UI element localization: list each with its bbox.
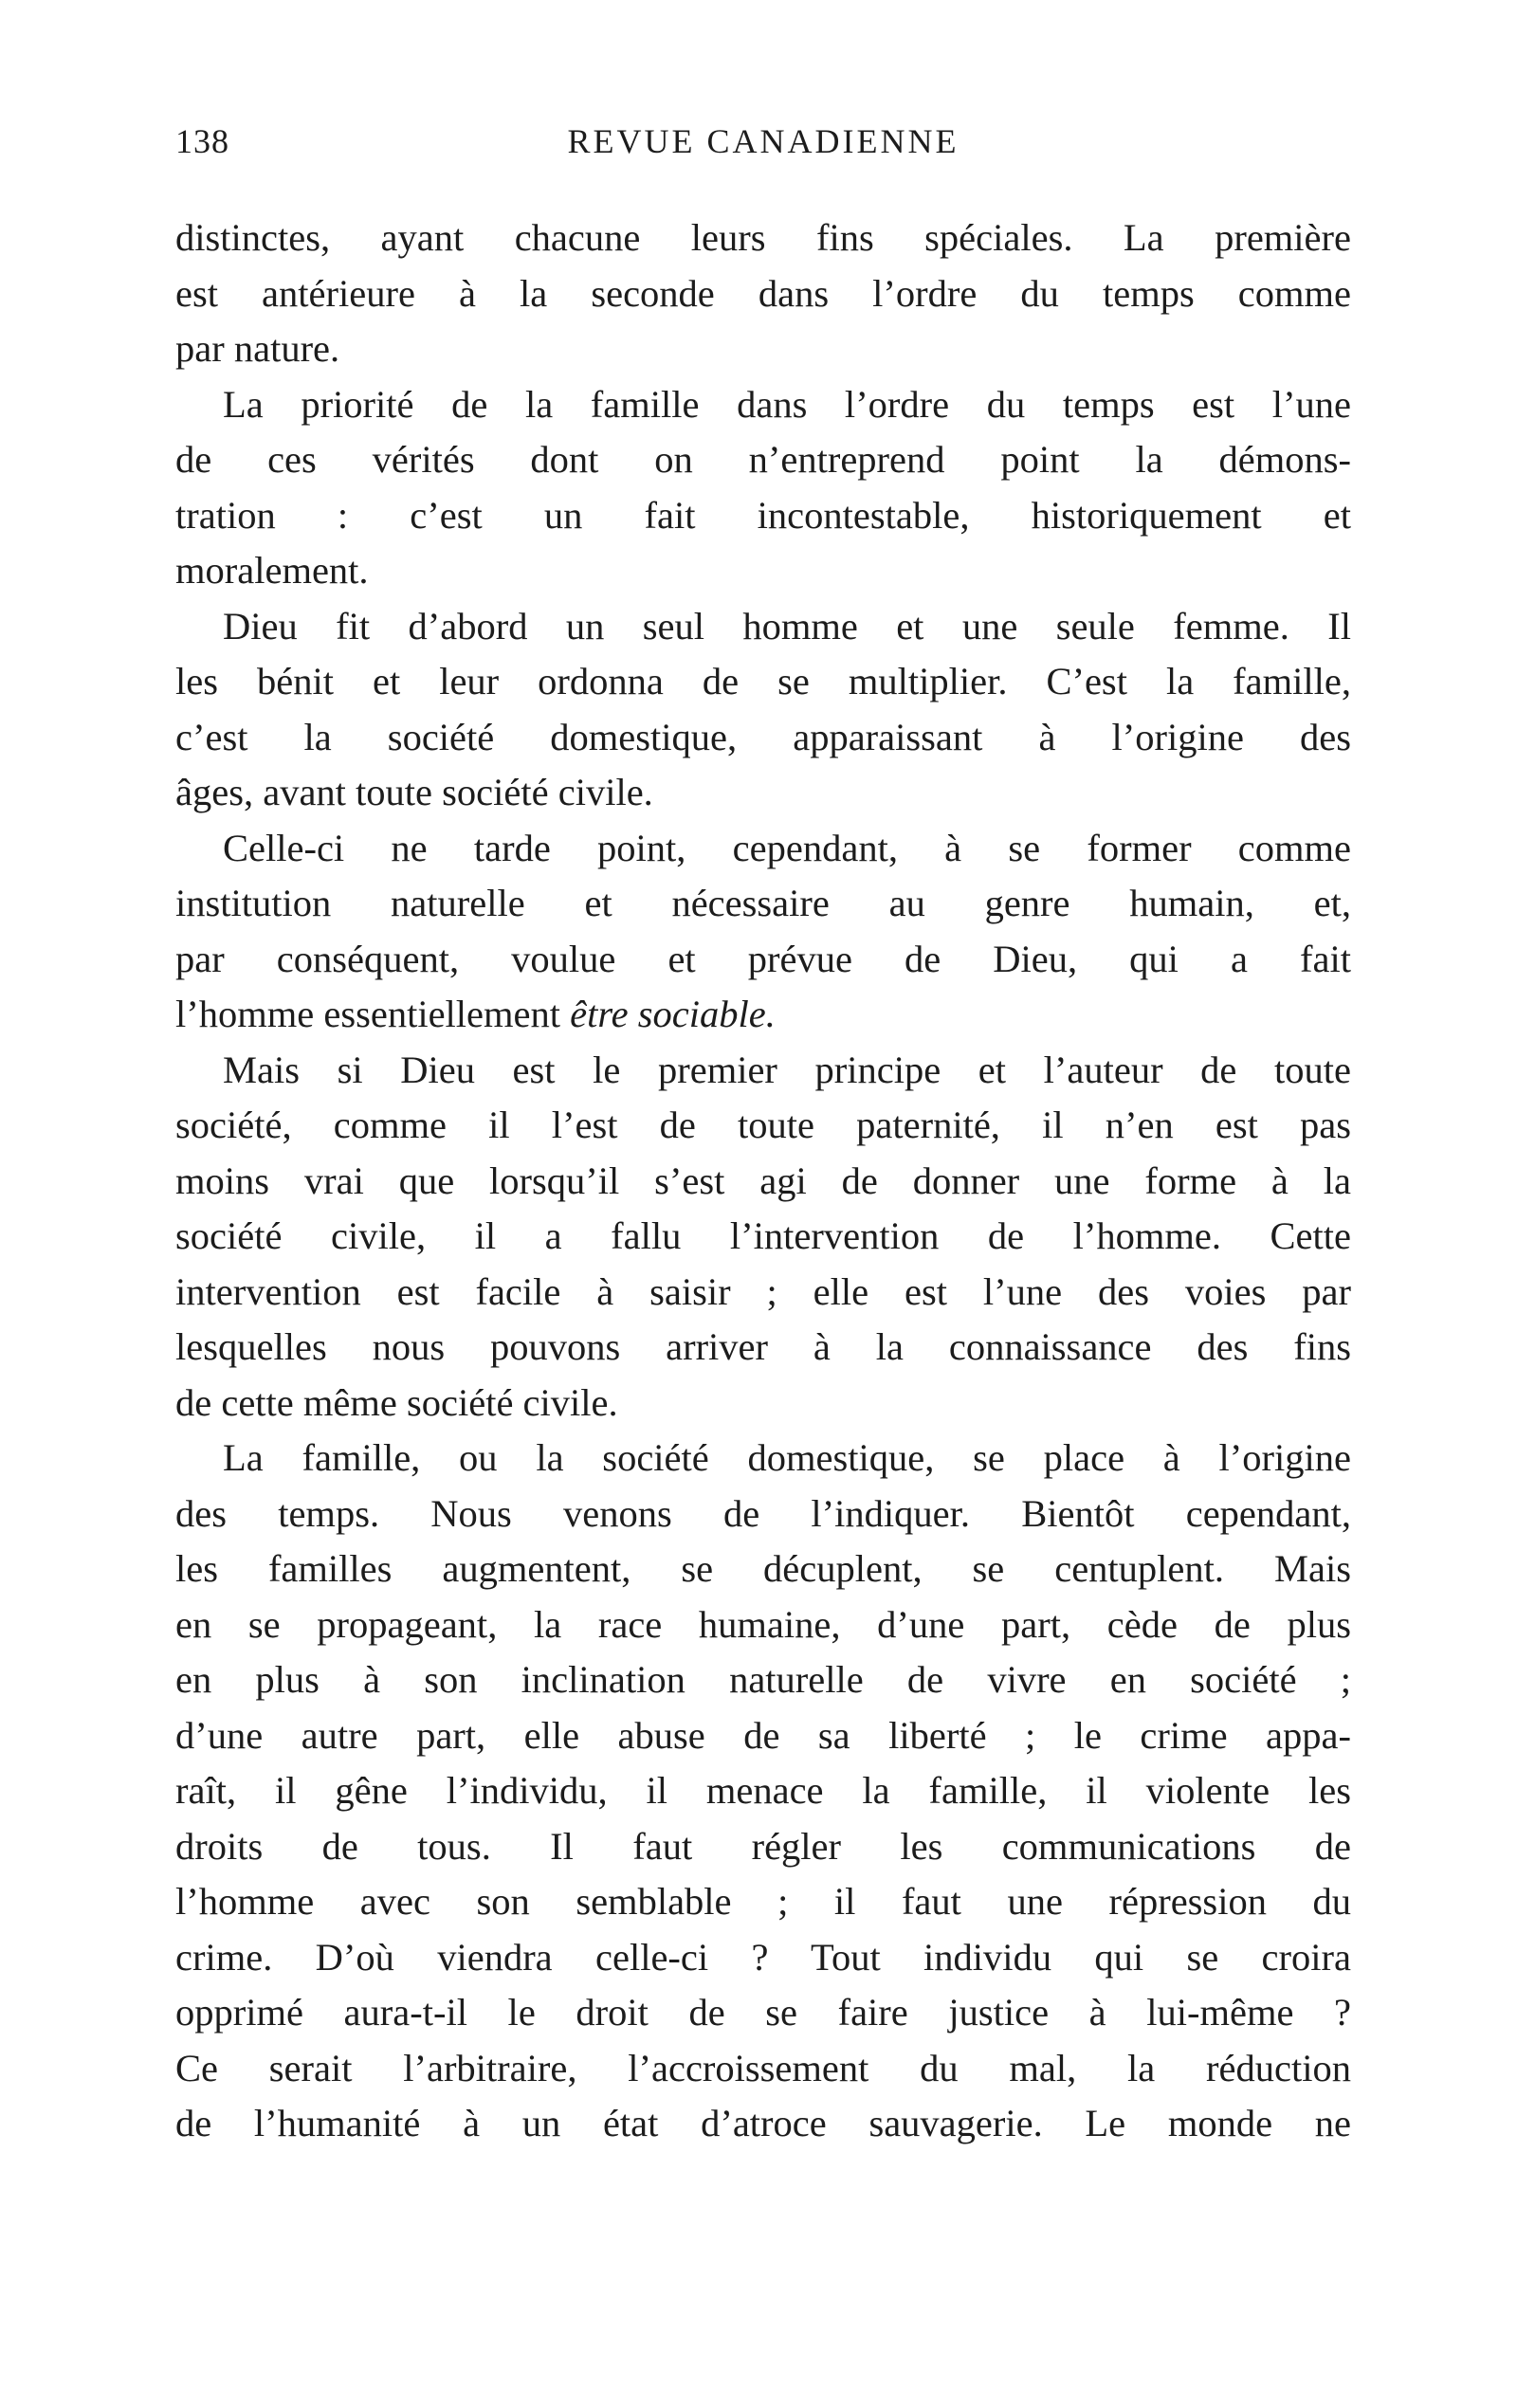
text-line: Dieu fit d’abord un seul homme et une seule femme. Il [223,604,1351,648]
text-line: Ce serait l’arbitraire, l’accroissement du mal, la réduction [175,2046,1351,2089]
text-line: est antérieure à la seconde dans l’ordre du temps comme [175,271,1351,315]
text-line: des temps. Nous venons de l’indiquer. Bientôt cependant, [175,1491,1351,1535]
text-line: âges, avant toute société civile. [175,771,653,813]
text-line: les familles augmentent, se décuplent, se centuplent. Mais [175,1547,1351,1590]
text-line: société, comme il l’est de toute paternité, il n’en est pas [175,1104,1351,1146]
text-line: d’une autre part, elle abuse de sa liberté ; le crime appa- [175,1713,1351,1757]
text-line: de l’humanité à un état d’atroce sauvagerie. Le monde ne [175,2102,1351,2144]
text-run: l’homme essentiellement [175,993,561,1035]
text-line: tration : c’est un fait incontestable, historiquement et [175,493,1351,537]
text-line: Mais si Dieu est le premier principe et l’auteur de toute [223,1048,1351,1091]
text-line: c’est la société domestique, apparaissant à l’origine des [175,715,1351,758]
text-line: moins vrai que lorsqu’il s’est agi de donner une forme à la [175,1158,1351,1202]
text-line: société civile, il a fallu l’intervention de l’homme. Cette [175,1214,1351,1257]
body-text [175,210,1351,2152]
page-number: 138 [175,122,229,160]
text-line: droits de tous. Il faut régler les communications de [175,1824,1351,1868]
text-line: l’homme avec son semblable ; il faut une répression du [175,1880,1351,1923]
book-page [175,121,1351,2152]
text-line: raît, il gêne l’individu, il menace la famille, il violente les [175,1769,1351,1812]
text-line: par conséquent, voulue et prévue de Dieu, qui a fait [175,937,1351,980]
text-line: les bénit et leur ordonna de se multiplier. C’est la famille, [175,660,1351,702]
text-line: La priorité de la famille dans l’ordre du temps est l’une [223,382,1351,426]
text-line: intervention est facile à saisir ; elle est l’une des voies par [175,1269,1351,1313]
text-line: de ces vérités dont on n’entreprend point la démons- [175,438,1351,481]
text-line: par nature. [175,327,340,370]
text-line: Celle-ci ne tarde point, cependant, à se former comme [223,826,1351,869]
text-line: La famille, ou la société domestique, se place à l’origine [223,1436,1351,1479]
text-line: distinctes, ayant chacune leurs fins spéciales. La première [175,216,1351,259]
text-line: en plus à son inclination naturelle de vivre en société ; [175,1658,1351,1701]
text-line: en se propageant, la race humaine, d’une part, cède de plus [175,1602,1351,1646]
text-line-with-italic [175,987,1351,1043]
text-line: institution naturelle et nécessaire au genre humain, et, [175,882,1351,924]
text-line: opprimé aura-t-il le droit de se faire justice à lui-même ? [175,1991,1351,2034]
running-head [175,121,1351,178]
journal-title: REVUE CANADIENNE [567,122,960,160]
text-line: moralement. [175,549,369,592]
text-line: crime. D’où viendra celle-ci ? Tout individu qui se croira [175,1935,1351,1979]
italic-phrase: être sociable. [570,993,776,1035]
text-line: de cette même société civile. [175,1380,618,1424]
text-line: lesquelles nous pouvons arriver à la connaissance des fins [175,1325,1351,1368]
